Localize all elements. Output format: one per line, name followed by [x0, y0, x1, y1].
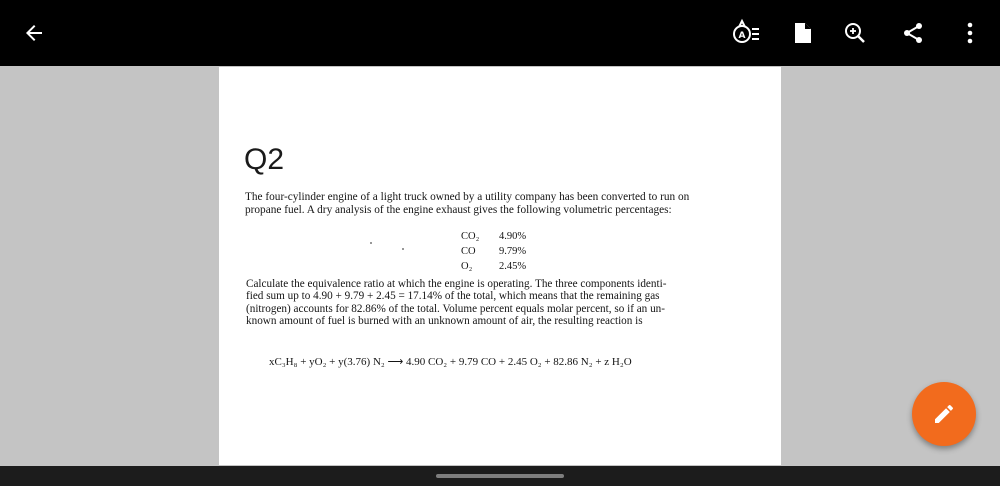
app-toolbar: [0, 0, 1000, 66]
paragraph-line: known amount of fuel is burned with an unknown amount of air, the resulting reaction is: [246, 314, 643, 327]
back-arrow-icon[interactable]: [16, 15, 52, 51]
table-row: [461, 259, 526, 274]
question-heading: Q2: [244, 143, 285, 176]
scan-speck: [402, 248, 404, 250]
problem-statement: [245, 191, 765, 217]
more-vert-icon[interactable]: [952, 15, 988, 51]
document-page: [219, 67, 781, 465]
svg-text:A: A: [738, 31, 746, 41]
gas-percent: 4.90%: [499, 231, 527, 242]
edit-fab-button[interactable]: [912, 382, 976, 446]
scan-speck: [370, 242, 372, 244]
gas-name: CO₂: [461, 231, 480, 242]
intro-line: The four-cylinder engine of a light truck owned by a utility company has been converted to run on: [245, 191, 690, 203]
text-to-speech-icon[interactable]: [728, 15, 764, 51]
paragraph-line: (nitrogen) accounts for 82.86% of the total. Volume percent equals molar percent, so if an un-: [246, 302, 665, 315]
gas-name: O₂: [461, 261, 473, 272]
table-row: [461, 244, 526, 259]
gas-percent: 2.45%: [499, 261, 527, 272]
paragraph-line: Calculate the equivalence ratio at which the engine is operating. The three components identi-: [246, 278, 667, 290]
solution-paragraph: [246, 278, 768, 327]
gas-name: CO: [461, 246, 476, 257]
gas-percent: 9.79%: [499, 246, 527, 257]
reaction-equation: xC₃H₈ + yO₂ + y(3.76) N₂ ⟶ 4.90 CO₂ + 9.79 CO + 2.45 O₂ + 82.86 N₂ + z H₂O: [269, 356, 632, 368]
gesture-handle[interactable]: [436, 474, 564, 478]
zoom-search-icon[interactable]: [837, 15, 873, 51]
share-icon[interactable]: [895, 15, 931, 51]
table-row: [461, 229, 526, 244]
gas-percentage-table: [461, 229, 526, 274]
document-icon[interactable]: [785, 15, 821, 51]
intro-line: propane fuel. A dry analysis of the engine exhaust gives the following volumetric percentages:: [245, 204, 672, 216]
paragraph-line: fied sum up to 4.90 + 9.79 + 2.45 = 17.14% of the total, which means that the remaining gas: [246, 290, 660, 303]
edit-pencil-icon: [932, 402, 956, 426]
